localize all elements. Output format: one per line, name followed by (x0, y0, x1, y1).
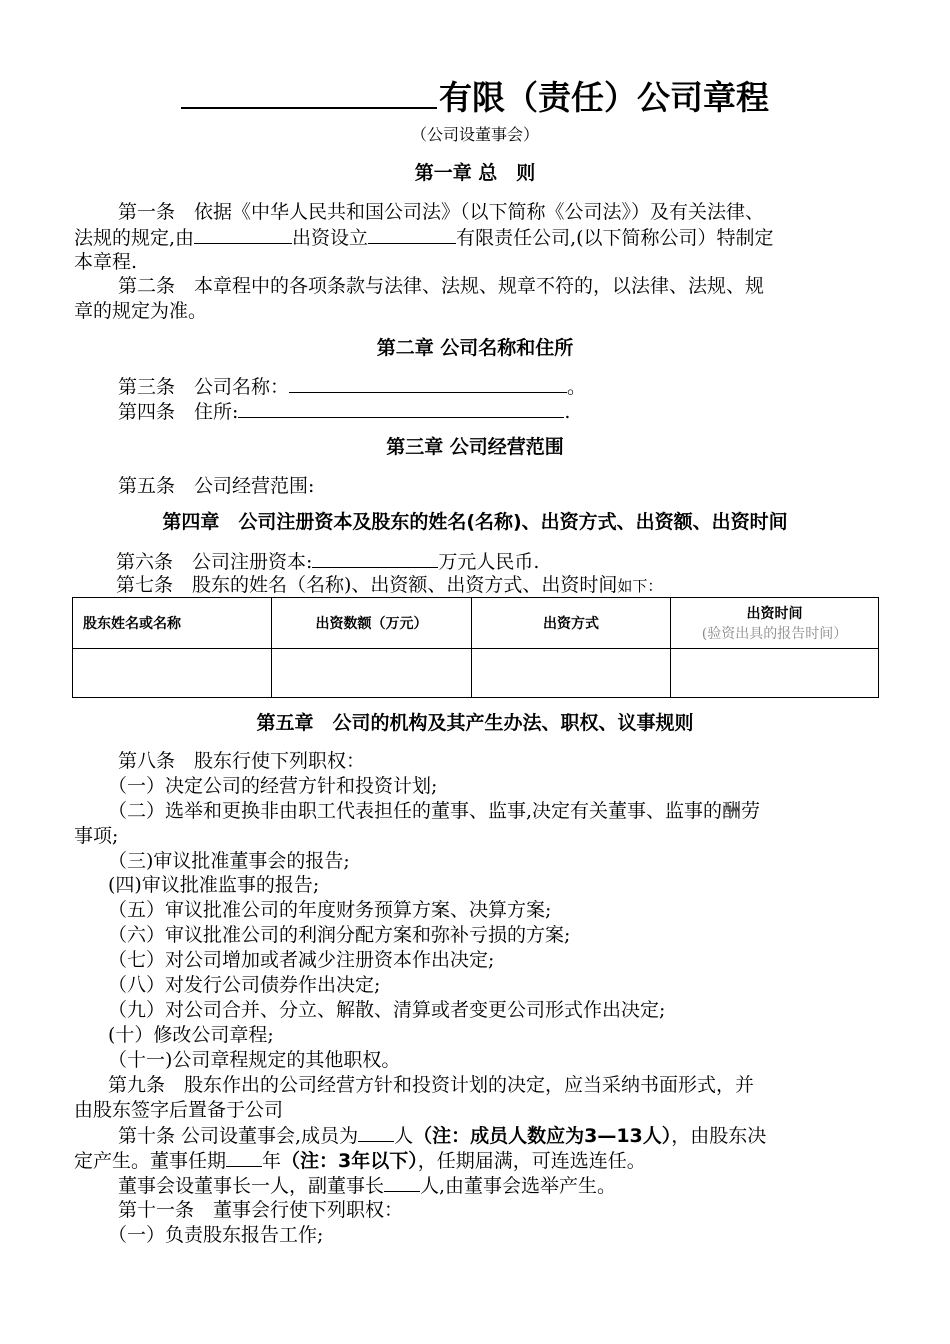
article-9-line-1: 第九条 股东作出的公司经营方针和投资计划的决定，应当采纳书面形式，并 (108, 1074, 755, 1096)
article-2-line-1: 第二条 本章程中的各项条款与法律、法规、规章不符的，以法律、法规、规 (118, 275, 765, 297)
chapter-4-heading: 第四章 公司注册资本及股东的姓名(名称)、出资方式、出资额、出资时间 (162, 511, 788, 533)
document-subtitle: （公司设董事会） (410, 125, 539, 144)
article-8: 第八条 股东行使下列职权： (118, 750, 366, 772)
list-item: （一）决定公司的经营方针和投资计划; (108, 775, 438, 797)
document-title: 有限（责任）公司章程 (0, 76, 950, 120)
chapter-1-heading: 第一章 总 则 (414, 162, 536, 184)
col-contribution-amount: 出资数额（万元） (272, 598, 472, 649)
chapter-3-heading: 第三章 公司经营范围 (386, 436, 564, 458)
table-cell[interactable] (73, 649, 272, 698)
list-item: （一）负责股东报告工作; (108, 1224, 324, 1246)
col-shareholder-name: 股东姓名或名称 (73, 598, 272, 649)
list-item: （九）对公司合并、分立、解散、清算或者变更公司形式作出决定; (108, 999, 666, 1021)
list-item: （二）选举和更换非由职工代表担任的董事、监事,决定有关董事、监事的酬劳 (108, 800, 761, 822)
article-9-line-2: 由股东签字后置备于公司 (74, 1099, 284, 1121)
article-1-line-2: 法规的规定,由 出资设立 有限责任公司,(以下简称公司）特制定 (74, 227, 774, 249)
list-item: （八）对发行公司债券作出决定; (108, 974, 381, 996)
article-2-line-2: 章的规定为准。 (74, 300, 208, 322)
list-item: （七）对公司增加或者减少注册资本作出决定; (108, 949, 495, 971)
list-item: (四)审议批准监事的报告; (108, 874, 320, 896)
article-7: 第七条 股东的姓名（名称)、出资额、出资方式、出资时间如下： (116, 574, 663, 596)
article-3: 第三条 公司名称： 。 (118, 376, 587, 398)
col-contribution-method: 出资方式 (472, 598, 671, 649)
list-item: （五）审议批准公司的年度财务预算方案、决算方案; (108, 899, 552, 921)
article-1-line-1: 第一条 依据《中华人民共和国公司法》（以下简称《公司法》）及有关法律、 (118, 201, 765, 223)
chapter-2-heading: 第二章 公司名称和住所 (376, 337, 574, 359)
article-5: 第五条 公司经营范围: (118, 475, 315, 497)
article-10-line-3: 董事会设董事长一人，副董事长 人,由董事会选举产生。 (118, 1175, 617, 1197)
list-item: （六）审议批准公司的利润分配方案和弥补亏损的方案; (108, 924, 571, 946)
table-row (73, 649, 879, 698)
article-10-line-2: 定产生。董事任期 年（注：3年以下），任期届满，可连选连任。 (74, 1150, 646, 1172)
table-cell[interactable] (671, 649, 879, 698)
chapter-5-heading: 第五章 公司的机构及其产生办法、职权、议事规则 (256, 712, 694, 734)
list-item: （十一)公司章程规定的其他职权。 (108, 1049, 401, 1071)
article-10-line-1: 第十条 公司设董事会,成员为 人（注：成员人数应为3—13人），由股东决 (118, 1125, 767, 1147)
article-6: 第六条 公司注册资本: 万元人民币. (116, 551, 540, 573)
list-item: （三)审议批准董事会的报告; (108, 850, 350, 872)
article-4: 第四条 住所: . (118, 401, 571, 423)
list-item: (十）修改公司章程; (108, 1024, 274, 1046)
table-cell[interactable] (472, 649, 671, 698)
article-11: 第十一条 董事会行使下列职权： (118, 1199, 404, 1221)
company-name-blank (181, 77, 437, 109)
list-item-continued: 事项; (74, 825, 119, 847)
col-contribution-time: 出资时间 (验资出具的报告时间） (671, 598, 879, 649)
article-1-line-3: 本章程. (74, 251, 138, 273)
shareholder-table (72, 597, 879, 698)
table-cell[interactable] (272, 649, 472, 698)
table-header-row (73, 598, 879, 649)
